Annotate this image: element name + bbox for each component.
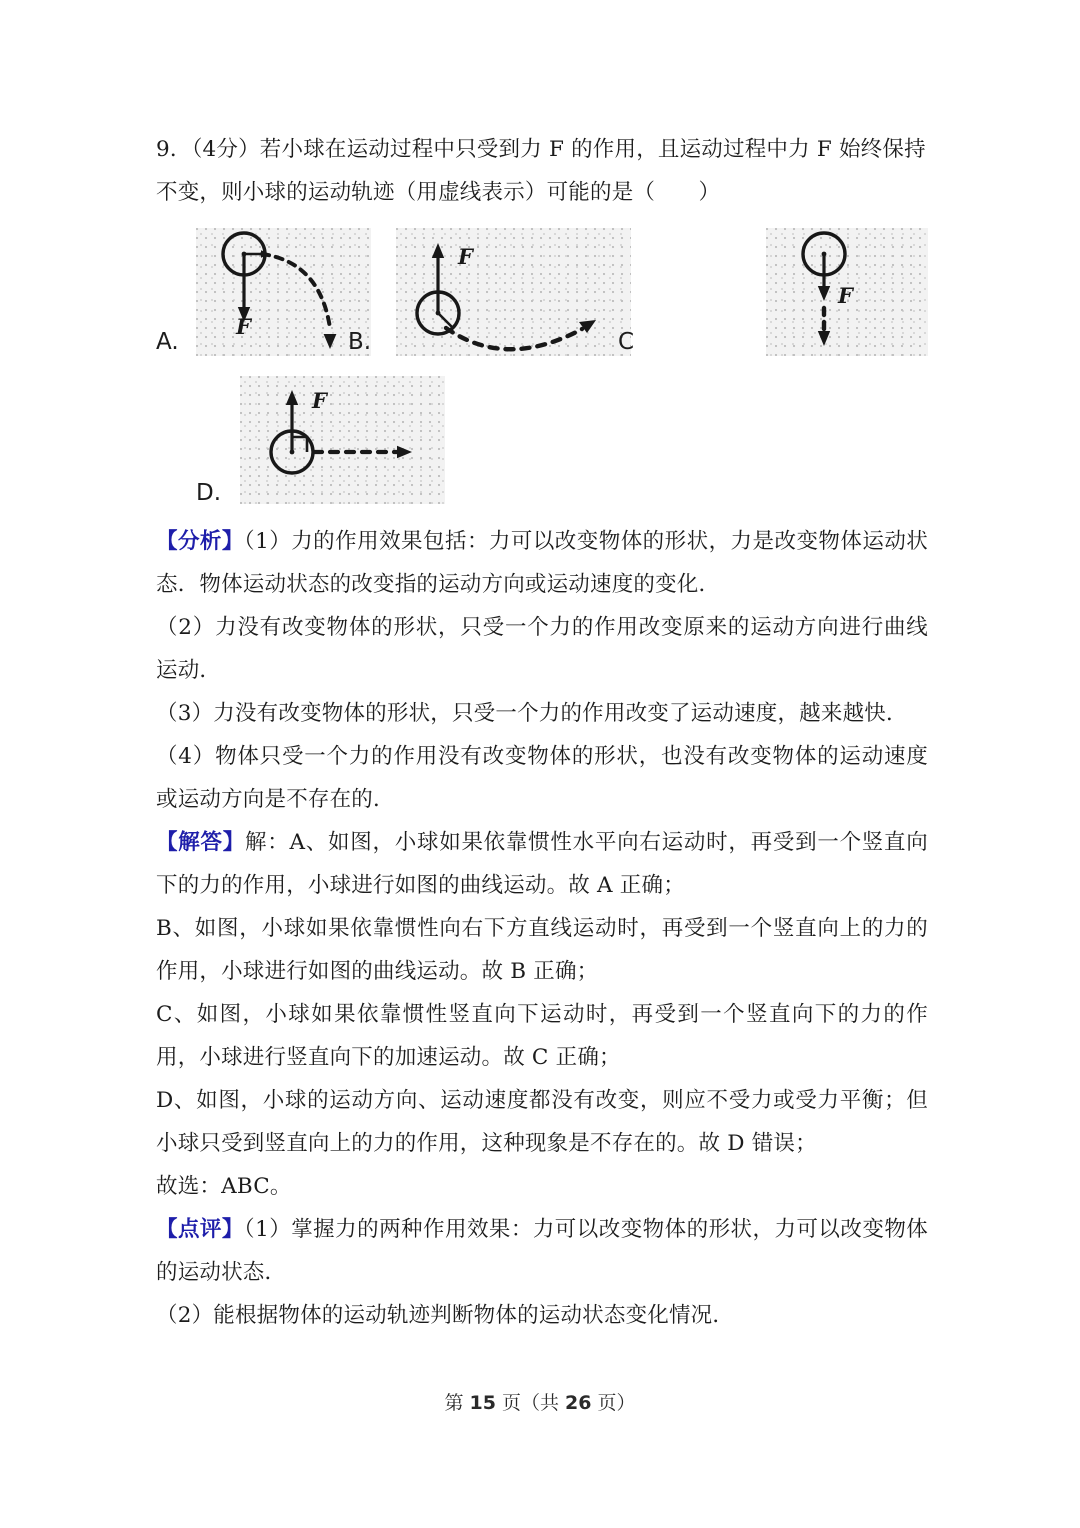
question-stem-line1: 9．（4分）若小球在运动过程中只受到力 F 的作用，且运动过程中力 F 始终保持 — [156, 137, 926, 162]
footer-prefix: 第 — [444, 1392, 470, 1414]
analysis-text-1: （1）力的作用效果包括：力可以改变物体的形状，力是改变物体运动状态．物体运动状态的改变指的运动方向或运动速度的变化． — [156, 529, 928, 597]
question-stem-line2: 不变，则小球的运动轨迹（用虚线表示）可能的是（ ） — [156, 180, 721, 205]
page-content — [156, 128, 928, 1337]
solution-paragraph-d: D、如图，小球的运动方向、运动速度都没有改变，则应不受力或受力平衡；但小球只受到竖直向上的力的作用，这种现象是不存在的。故 D 错误； — [156, 1088, 928, 1156]
trajectory-dashed-a — [262, 254, 330, 328]
solution-text-lead: 解：A、如图，小球如果依靠惯性水平向右运动时，再受到一个竖直向下的力的作用，小球进行如图的曲线运动。故 A 正确； — [156, 830, 928, 898]
options-row-abc — [156, 222, 928, 372]
solution-tag: 【解答】 — [156, 830, 245, 855]
option-a-figure — [196, 228, 371, 356]
force-label-b: F — [458, 244, 473, 269]
comment-tag: 【点评】 — [156, 1217, 244, 1242]
analysis-paragraph-4: （4）物体只受一个力的作用没有改变物体的形状，也没有改变物体的运动速度或运动方向是不存在的． — [156, 744, 928, 812]
force-label-d: F — [312, 388, 327, 413]
force-arrowhead-c — [818, 286, 830, 301]
options-row-d — [156, 372, 928, 520]
comment-text-1: （1）掌握力的两种作用效果：力可以改变物体的形状，力可以改变物体的运动状态． — [156, 1217, 928, 1285]
force-label-c: F — [838, 283, 853, 308]
footer-suffix: 页） — [591, 1392, 636, 1414]
trajectory-dashed-b — [446, 328, 582, 349]
force-arrowhead-b — [432, 243, 444, 258]
comment-paragraph-2: （2）能根据物体的运动轨迹判断物体的运动状态变化情况． — [156, 1303, 735, 1328]
analysis-paragraph-2: （2）力没有改变物体的形状，只受一个力的作用改变原来的运动方向进行曲线运动． — [156, 615, 928, 683]
option-label-c: C — [618, 329, 635, 355]
page-footer — [0, 1388, 1080, 1415]
trajectory-arrowhead-c — [818, 331, 830, 346]
comment-paragraph-1 — [156, 1208, 928, 1294]
solution-paragraph-b: B、如图，小球如果依靠惯性向右下方直线运动时，再受到一个竖直向上的力的作用，小球进行如图的曲线运动。故 B 正确； — [156, 916, 928, 984]
option-d-figure — [240, 376, 445, 504]
option-c-figure — [766, 228, 928, 356]
force-arrowhead-d — [286, 390, 298, 405]
footer-page-number: 15 — [469, 1392, 496, 1414]
option-a-svg — [196, 228, 371, 356]
right-angle-marker-d — [292, 437, 307, 452]
option-label-b: B. — [348, 329, 372, 355]
footer-middle: 页（共 — [495, 1392, 566, 1414]
analysis-tag: 【分析】 — [156, 529, 244, 554]
option-d-svg — [240, 376, 445, 504]
velocity-segment-b — [438, 313, 452, 327]
trajectory-arrowhead-a — [324, 334, 337, 349]
option-label-a: A. — [156, 329, 179, 355]
force-label-a: F — [236, 314, 251, 339]
footer-total-pages: 26 — [565, 1392, 592, 1414]
solution-paragraph-lead — [156, 821, 928, 907]
option-b-svg — [396, 228, 631, 356]
analysis-paragraph-1 — [156, 520, 928, 606]
solution-answer-line: 故选：ABC。 — [156, 1174, 292, 1199]
analysis-paragraph-3: （3）力没有改变物体的形状，只受一个力的作用改变了运动速度，越来越快． — [156, 701, 908, 726]
trajectory-arrowhead-b — [579, 320, 596, 333]
option-label-d: D. — [196, 480, 222, 506]
option-b-figure — [396, 228, 631, 356]
trajectory-arrowhead-d — [397, 446, 412, 458]
solution-paragraph-c: C、如图，小球如果依靠惯性竖直向下运动时，再受到一个竖直向下的力的作用，小球进行竖直向下的加速运动。故 C 正确； — [156, 1002, 928, 1070]
